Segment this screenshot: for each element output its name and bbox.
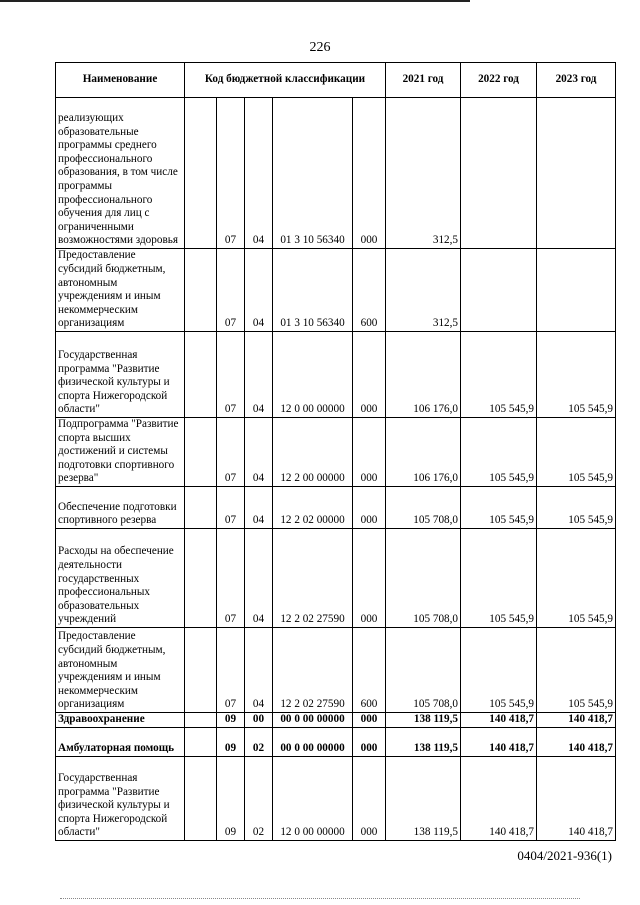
row-value-2021: 138 119,5 xyxy=(386,757,461,841)
row-code-type: 000 xyxy=(353,487,386,529)
row-code-type: 000 xyxy=(353,757,386,841)
row-value-2022: 105 545,9 xyxy=(461,418,537,487)
row-spacer xyxy=(185,332,217,418)
row-code-type: 000 xyxy=(353,332,386,418)
row-code-article: 01 3 10 56340 xyxy=(273,249,353,332)
row-value-2023: 105 545,9 xyxy=(537,529,616,628)
row-spacer xyxy=(185,529,217,628)
row-code-subsection: 02 xyxy=(245,757,273,841)
row-value-2021: 138 119,5 xyxy=(386,728,461,757)
row-code-section: 07 xyxy=(217,98,245,249)
row-spacer xyxy=(185,728,217,757)
row-code-section: 07 xyxy=(217,487,245,529)
row-code-subsection: 04 xyxy=(245,529,273,628)
table-row xyxy=(56,628,616,713)
row-code-subsection: 02 xyxy=(245,728,273,757)
row-code-type: 000 xyxy=(353,713,386,728)
row-value-2022: 140 418,7 xyxy=(461,728,537,757)
row-value-2021: 106 176,0 xyxy=(386,418,461,487)
row-value-2023: 140 418,7 xyxy=(537,728,616,757)
row-value-2023: 105 545,9 xyxy=(537,487,616,529)
row-name: Предоставление субсидий бюджетным, автономным учреждениям и иным некоммерческим организациям xyxy=(56,628,185,713)
budget-table xyxy=(55,62,616,841)
row-code-subsection: 04 xyxy=(245,628,273,713)
table-row xyxy=(56,529,616,628)
row-value-2022: 105 545,9 xyxy=(461,332,537,418)
row-code-subsection: 04 xyxy=(245,98,273,249)
row-value-2021: 138 119,5 xyxy=(386,713,461,728)
row-code-section: 07 xyxy=(217,418,245,487)
row-name: Государственная программа "Развитие физической культуры и спорта Нижегородской области" xyxy=(56,757,185,841)
row-value-2022: 105 545,9 xyxy=(461,487,537,529)
row-value-2023: 105 545,9 xyxy=(537,628,616,713)
row-name: Обеспечение подготовки спортивного резерва xyxy=(56,487,185,529)
row-code-section: 07 xyxy=(217,249,245,332)
row-value-2022: 140 418,7 xyxy=(461,757,537,841)
row-code-subsection: 00 xyxy=(245,713,273,728)
row-code-article: 00 0 00 00000 xyxy=(273,728,353,757)
header-name: Наименование xyxy=(56,63,185,98)
table-row xyxy=(56,332,616,418)
row-spacer xyxy=(185,757,217,841)
table-row xyxy=(56,418,616,487)
header-code: Код бюджетной классификации xyxy=(185,63,386,98)
page-number: 226 xyxy=(309,40,331,55)
row-spacer xyxy=(185,98,217,249)
row-value-2022: 105 545,9 xyxy=(461,529,537,628)
table-row xyxy=(56,249,616,332)
top-rule xyxy=(0,0,470,2)
row-value-2021: 106 176,0 xyxy=(386,332,461,418)
row-code-article: 01 3 10 56340 xyxy=(273,98,353,249)
row-value-2021: 105 708,0 xyxy=(386,487,461,529)
table-row xyxy=(56,728,616,757)
row-code-article: 12 0 00 00000 xyxy=(273,757,353,841)
row-name: Амбулаторная помощь xyxy=(56,728,185,757)
row-value-2022: 105 545,9 xyxy=(461,628,537,713)
row-spacer xyxy=(185,249,217,332)
row-code-article: 00 0 00 00000 xyxy=(273,713,353,728)
row-code-subsection: 04 xyxy=(245,249,273,332)
row-code-section: 07 xyxy=(217,628,245,713)
row-code-article: 12 2 02 27590 xyxy=(273,628,353,713)
row-name: Расходы на обеспечение деятельности государственных профессиональных образовательных учреждений xyxy=(56,529,185,628)
row-code-type: 000 xyxy=(353,529,386,628)
row-spacer xyxy=(185,418,217,487)
row-value-2023: 140 418,7 xyxy=(537,713,616,728)
row-code-article: 12 2 02 00000 xyxy=(273,487,353,529)
row-code-article: 12 2 00 00000 xyxy=(273,418,353,487)
row-code-section: 07 xyxy=(217,332,245,418)
row-code-subsection: 04 xyxy=(245,487,273,529)
row-name: Подпрограмма "Развитие спорта высших достижений и системы подготовки спортивного резерва" xyxy=(56,418,185,487)
row-code-subsection: 04 xyxy=(245,332,273,418)
row-code-section: 09 xyxy=(217,757,245,841)
row-code-subsection: 04 xyxy=(245,418,273,487)
table-row xyxy=(56,757,616,841)
row-value-2022 xyxy=(461,249,537,332)
row-value-2022 xyxy=(461,98,537,249)
table-row xyxy=(56,98,616,249)
row-value-2023: 105 545,9 xyxy=(537,418,616,487)
row-spacer xyxy=(185,628,217,713)
row-code-type: 000 xyxy=(353,728,386,757)
row-value-2021: 312,5 xyxy=(386,249,461,332)
row-name: Здравоохранение xyxy=(56,713,185,728)
row-value-2021: 312,5 xyxy=(386,98,461,249)
row-code-section: 09 xyxy=(217,728,245,757)
row-value-2023 xyxy=(537,98,616,249)
row-name: реализующих образовательные программы среднего профессионального образования, в том числе программы профессионального обучения для лиц с ограниченными возможностями здоровья xyxy=(56,98,185,249)
row-code-article: 12 0 00 00000 xyxy=(273,332,353,418)
row-name: Государственная программа "Развитие физической культуры и спорта Нижегородской области" xyxy=(56,332,185,418)
row-code-type: 600 xyxy=(353,628,386,713)
row-code-type: 600 xyxy=(353,249,386,332)
row-code-type: 000 xyxy=(353,98,386,249)
document-code: 0404/2021-936(1) xyxy=(517,848,612,863)
row-code-section: 07 xyxy=(217,529,245,628)
row-value-2022: 140 418,7 xyxy=(461,713,537,728)
table-header-row xyxy=(56,63,616,98)
row-value-2023: 105 545,9 xyxy=(537,332,616,418)
header-2022: 2022 год xyxy=(461,63,537,98)
header-2021: 2021 год xyxy=(386,63,461,98)
row-name: Предоставление субсидий бюджетным, автономным учреждениям и иным некоммерческим организациям xyxy=(56,249,185,332)
row-spacer xyxy=(185,713,217,728)
scan-artifact-line xyxy=(60,898,580,899)
header-2023: 2023 год xyxy=(537,63,616,98)
row-code-type: 000 xyxy=(353,418,386,487)
row-code-article: 12 2 02 27590 xyxy=(273,529,353,628)
table-row xyxy=(56,487,616,529)
row-value-2021: 105 708,0 xyxy=(386,628,461,713)
row-value-2021: 105 708,0 xyxy=(386,529,461,628)
row-value-2023 xyxy=(537,249,616,332)
row-spacer xyxy=(185,487,217,529)
row-code-section: 09 xyxy=(217,713,245,728)
row-value-2023: 140 418,7 xyxy=(537,757,616,841)
table-row xyxy=(56,713,616,728)
